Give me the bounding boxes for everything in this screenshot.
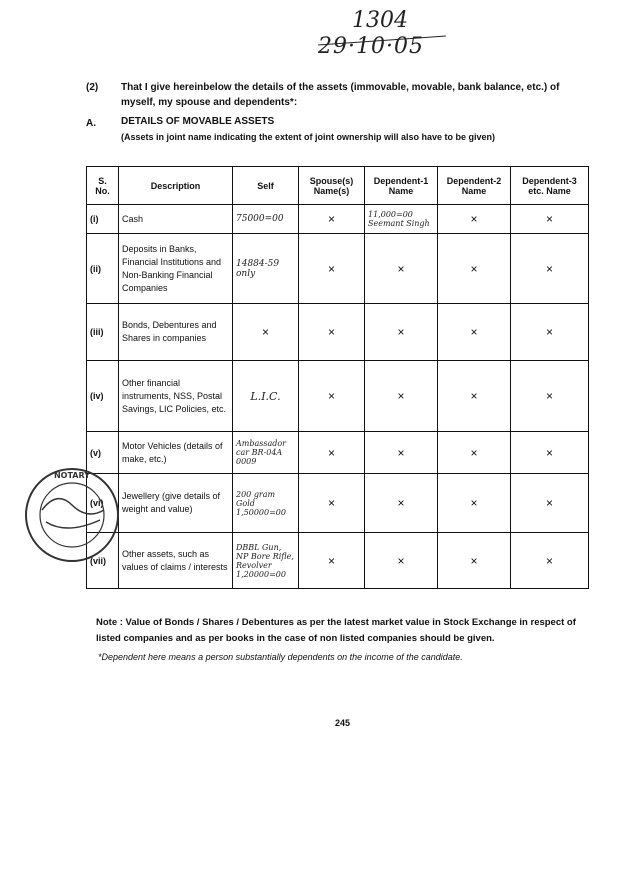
row-dependent-3: × [511, 432, 589, 474]
header-dependent-3: Dependent-3 etc. Name [511, 167, 589, 205]
header-dependent-1: Dependent-1 Name [365, 167, 438, 205]
row-self: Ambassador car BR-04A 0009 [233, 432, 299, 474]
table-row [87, 234, 589, 304]
table-row [87, 533, 589, 589]
row-dependent-1: 11,000=00 Seemant Singh [365, 205, 438, 234]
row-self: 14884-59 only [233, 234, 299, 304]
table-row [87, 432, 589, 474]
movable-assets-table [86, 166, 589, 589]
row-dependent-2: × [438, 304, 511, 361]
row-dependent-2: × [438, 474, 511, 533]
row-spouse: × [299, 304, 365, 361]
header-description: Description [119, 167, 233, 205]
row-dependent-1: × [365, 304, 438, 361]
row-dependent-3: × [511, 474, 589, 533]
row-dependent-2: × [438, 361, 511, 432]
row-dependent-1: × [365, 474, 438, 533]
table-row [87, 361, 589, 432]
row-dependent-2: × [438, 205, 511, 234]
row-description: Jewellery (give details of weight and value) [119, 474, 233, 533]
row-self: 200 gram Gold 1,50000=00 [233, 474, 299, 533]
row-dependent-3: × [511, 361, 589, 432]
header-self: Self [233, 167, 299, 205]
row-sno: (iv) [87, 361, 119, 432]
row-spouse: × [299, 361, 365, 432]
row-dependent-3: × [511, 533, 589, 589]
row-sno: (i) [87, 205, 119, 234]
note-text: Note : Value of Bonds / Shares / Debentures as per the latest market value in Stock Exchange in respect of listed companies and as per books in the case of non listed companies should be given. [96, 617, 576, 644]
table-row [87, 304, 589, 361]
row-sno: (iii) [87, 304, 119, 361]
row-sno: (ii) [87, 234, 119, 304]
row-description: Bonds, Debentures and Shares in companies [119, 304, 233, 361]
row-dependent-2: × [438, 432, 511, 474]
section-letter: A. [86, 118, 96, 129]
stamp-date: 29·10·05 [318, 34, 424, 59]
header-spouse: Spouse(s) Name(s) [299, 167, 365, 205]
row-description: Other assets, such as values of claims / interests [119, 533, 233, 589]
row-spouse: × [299, 474, 365, 533]
row-sno: (v) [87, 432, 119, 474]
table-row [87, 474, 589, 533]
header-sno: S. No. [87, 167, 119, 205]
row-spouse: × [299, 432, 365, 474]
row-description: Other financial instruments, NSS, Postal Savings, LIC Policies, etc. [119, 361, 233, 432]
row-spouse: × [299, 234, 365, 304]
notary-seal-icon [12, 460, 122, 580]
row-description: Deposits in Banks, Financial Institutions and Non-Banking Financial Companies [119, 234, 233, 304]
paragraph-number: (2) [86, 82, 99, 93]
row-description: Cash [119, 205, 233, 234]
row-description: Motor Vehicles (details of make, etc.) [119, 432, 233, 474]
row-dependent-3: × [511, 205, 589, 234]
row-dependent-2: × [438, 234, 511, 304]
table-row [87, 205, 589, 234]
row-dependent-3: × [511, 234, 589, 304]
row-sno: (vi) [87, 474, 119, 533]
table-header-row [87, 167, 589, 205]
paragraph-text: That I give hereinbelow the details of the assets (immovable, movable, bank balance, etc.) of myself, my spouse and dependents*: [121, 82, 560, 108]
header-dependent-2: Dependent-2 Name [438, 167, 511, 205]
page-number: 245 [335, 718, 351, 728]
row-dependent-1: × [365, 234, 438, 304]
row-sno: (vii) [87, 533, 119, 589]
row-self: L.I.C. [233, 361, 299, 432]
footnote-text: *Dependent here means a person substantially dependents on the income of the candidate. [98, 652, 463, 662]
row-dependent-2: × [438, 533, 511, 589]
row-dependent-1: × [365, 432, 438, 474]
row-dependent-1: × [365, 533, 438, 589]
row-dependent-3: × [511, 304, 589, 361]
stamp-number: 1304 [352, 8, 408, 33]
section-title: DETAILS OF MOVABLE ASSETS [121, 116, 275, 127]
row-self: DBBL Gun, NP Bore Rifle, Revolver 1,20000=00 [233, 533, 299, 589]
row-dependent-1: × [365, 361, 438, 432]
row-spouse: × [299, 205, 365, 234]
row-spouse: × [299, 533, 365, 589]
row-self: × [233, 304, 299, 361]
row-self: 75000=00 [233, 205, 299, 234]
notary-seal-label: NOTARY [53, 471, 91, 480]
section-subtitle: (Assets in joint name indicating the extent of joint ownership will also have to be given) [121, 132, 496, 142]
